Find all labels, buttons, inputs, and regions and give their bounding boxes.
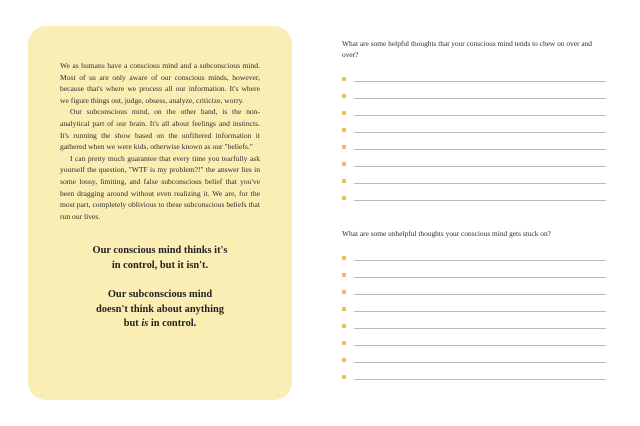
pull-quote-2-line-3-italic: is [141, 318, 149, 330]
square-bullet-icon [342, 273, 346, 277]
square-bullet-icon [342, 145, 346, 149]
square-bullet-icon [342, 341, 346, 345]
right-page [320, 0, 640, 426]
square-bullet-icon [342, 358, 346, 362]
write-in-line[interactable] [354, 132, 606, 133]
square-bullet-icon [342, 77, 346, 81]
write-in-line[interactable] [354, 200, 606, 201]
write-in-line[interactable] [354, 166, 606, 167]
square-bullet-icon [342, 111, 346, 115]
pull-quote-2-line-2: doesn't think about anything [96, 303, 224, 315]
body-paragraph-1: We as humans have a conscious mind and a subconscious mind. Most of us are only aware of our conscious minds, however, because that's where we process all our information. It's where we figure things out, judge, obsess, analyze, criticize, worry. [60, 61, 260, 105]
square-bullet-icon [342, 375, 346, 379]
list-item[interactable] [342, 283, 606, 300]
pull-quote-2 [60, 288, 260, 332]
list-item[interactable] [342, 189, 606, 206]
list-item[interactable] [342, 155, 606, 172]
write-in-line[interactable] [354, 115, 606, 116]
list-item[interactable] [342, 121, 606, 138]
yellow-text-card [28, 26, 292, 400]
pull-quote-2-line-3 [60, 317, 260, 332]
pull-quote-1-line-1: Our conscious mind thinks it's [92, 245, 228, 257]
write-in-line[interactable] [354, 294, 606, 295]
square-bullet-icon [342, 324, 346, 328]
square-bullet-icon [342, 307, 346, 311]
pull-quote-2-line-3-after: in control. [148, 318, 197, 330]
write-in-line[interactable] [354, 98, 606, 99]
square-bullet-icon [342, 162, 346, 166]
pull-quote-1-line-2: in control, but it isn't. [111, 259, 209, 271]
square-bullet-icon [342, 290, 346, 294]
write-in-line[interactable] [354, 328, 606, 329]
square-bullet-icon [342, 196, 346, 200]
write-in-line[interactable] [354, 81, 606, 82]
list-item[interactable] [342, 172, 606, 189]
pull-quote-2-line-1: Our subconscious mind [107, 289, 213, 301]
list-item[interactable] [342, 300, 606, 317]
write-in-line[interactable] [354, 362, 606, 363]
answer-lines-group-2 [342, 249, 606, 385]
pull-quote-2-line-3-before: but [123, 318, 142, 330]
prompt-question-1: What are some helpful thoughts that your conscious mind tends to chew on over and over? [342, 39, 592, 59]
list-item[interactable] [342, 368, 606, 385]
prompt-question-2: What are some unhelpful thoughts your conscious mind gets stuck on? [342, 229, 551, 238]
answer-lines-group-1 [342, 70, 606, 206]
square-bullet-icon [342, 256, 346, 260]
list-item[interactable] [342, 249, 606, 266]
square-bullet-icon [342, 179, 346, 183]
write-in-line[interactable] [354, 260, 606, 261]
write-in-line[interactable] [354, 277, 606, 278]
body-paragraph-3: I can pretty much guarantee that every time you tearfully ask yourself the question, "WTF is my problem?!" the answer lies in some lousy, limiting, and false subconscious belief that you've been dragging around without even realizing it. We are, for the most part, completely oblivious to these subconscious beliefs that run our lives. [60, 153, 260, 221]
pull-quote-1 [60, 244, 260, 273]
square-bullet-icon [342, 94, 346, 98]
list-item[interactable] [342, 138, 606, 155]
write-in-line[interactable] [354, 345, 606, 346]
body-paragraph-2: Our subconscious mind, on the other hand, is the non-analytical part of our brain. It's all about feelings and instincts. It's running the show based on the unfiltered information it gathered when we were kids, otherwise known as our "beliefs." [60, 107, 260, 152]
list-item[interactable] [342, 317, 606, 334]
list-item[interactable] [342, 87, 606, 104]
write-in-line[interactable] [354, 379, 606, 380]
list-item[interactable] [342, 104, 606, 121]
square-bullet-icon [342, 128, 346, 132]
list-item[interactable] [342, 70, 606, 87]
write-in-line[interactable] [354, 149, 606, 150]
write-in-line[interactable] [354, 311, 606, 312]
list-item[interactable] [342, 351, 606, 368]
list-item[interactable] [342, 334, 606, 351]
list-item[interactable] [342, 266, 606, 283]
write-in-line[interactable] [354, 183, 606, 184]
